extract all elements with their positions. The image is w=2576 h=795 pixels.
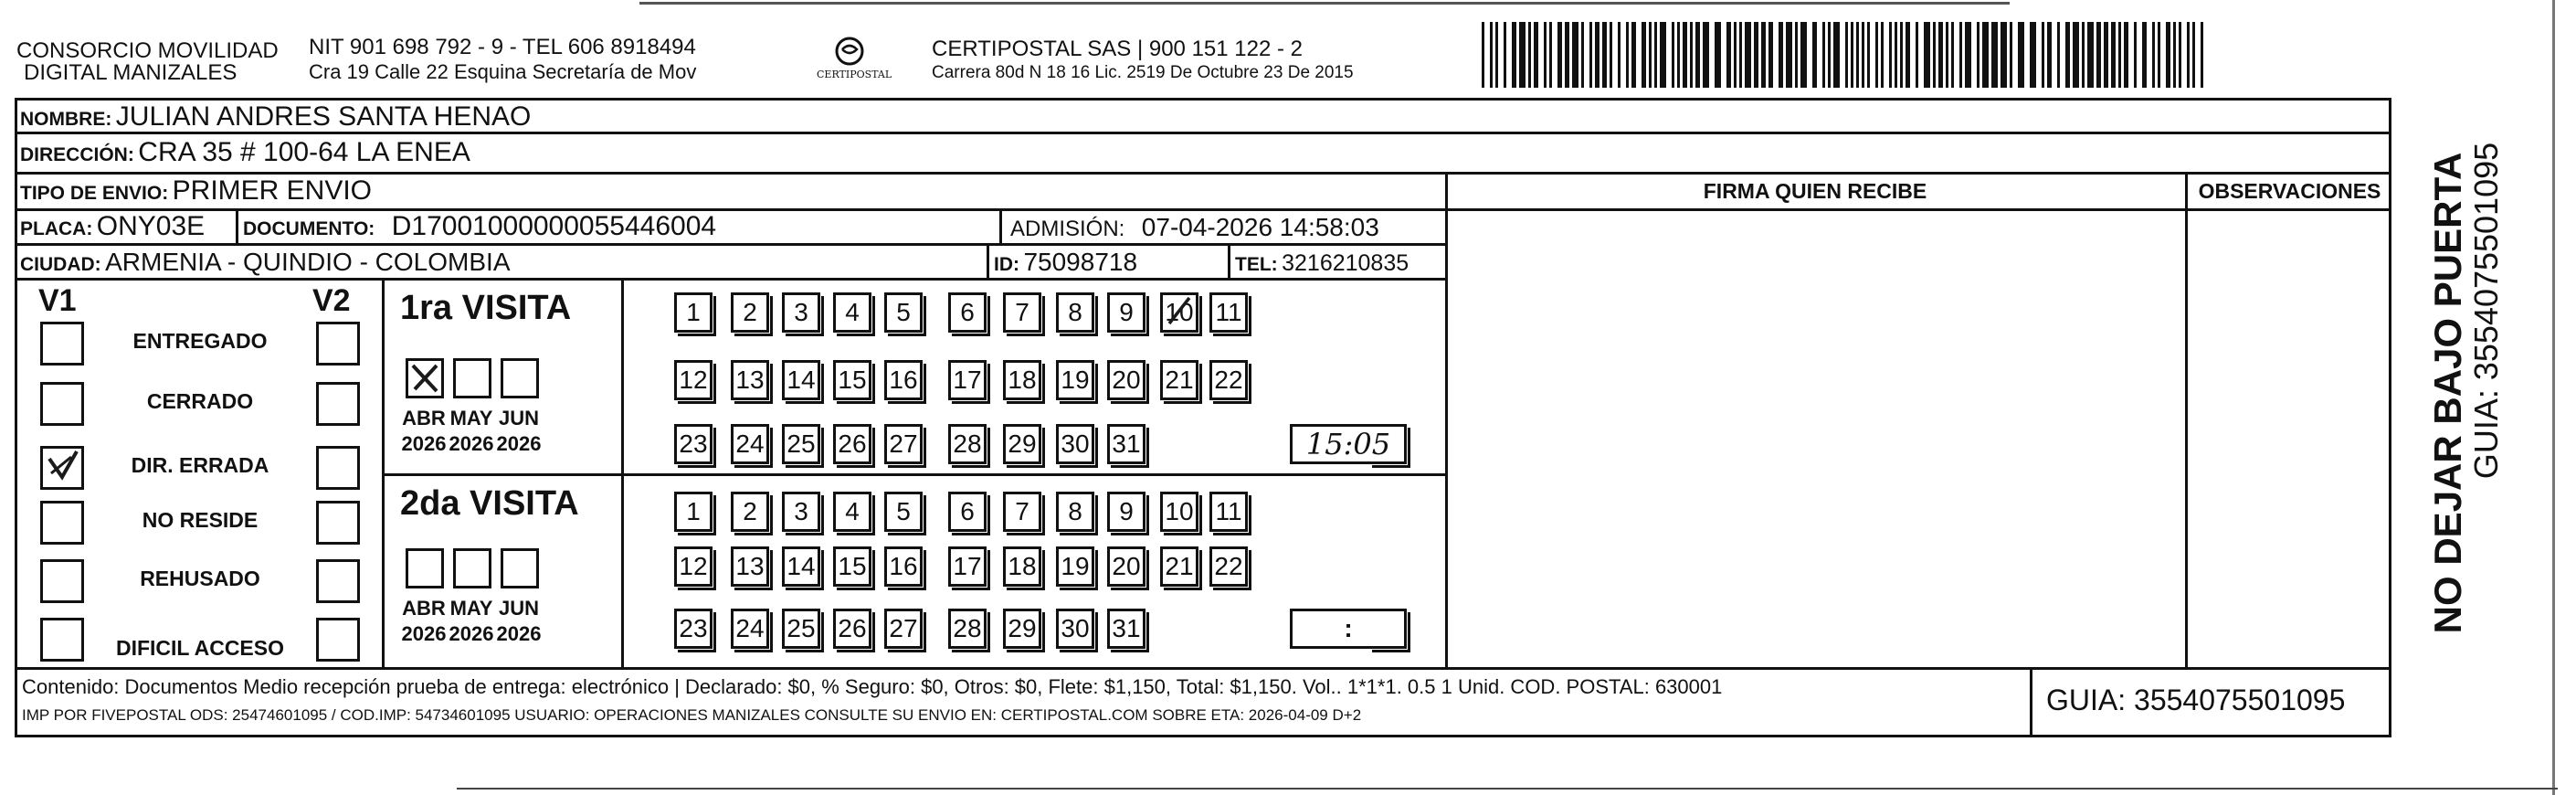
row-line xyxy=(15,172,2391,175)
side-warning: NO DEJAR BAJO PUERTA xyxy=(2426,152,2469,634)
day-box[interactable]: 4 xyxy=(833,492,871,532)
barcode xyxy=(1482,22,2212,88)
tipo-row xyxy=(20,177,372,205)
col-line xyxy=(382,278,385,667)
tel-label: TEL: xyxy=(1235,254,1278,275)
day-box[interactable]: 16 xyxy=(884,360,923,400)
documento-label: DOCUMENTO: xyxy=(243,218,375,239)
month-label: JUN xyxy=(498,407,539,429)
month-label: ABR xyxy=(402,407,446,429)
month-checkbox[interactable] xyxy=(501,358,539,398)
scan-bottom-line xyxy=(457,788,2558,790)
day-box[interactable]: 2 xyxy=(731,292,769,333)
month-label: MAY xyxy=(449,597,493,620)
second-visit-title: 2da VISITA xyxy=(400,484,579,523)
placa-label: PLACA: xyxy=(20,218,93,239)
day-box[interactable]: 29 xyxy=(1003,424,1041,464)
row-line xyxy=(15,667,2391,670)
month-checkbox[interactable] xyxy=(501,548,539,588)
month-checkbox[interactable] xyxy=(406,548,444,588)
day-box[interactable]: 13 xyxy=(731,546,769,587)
ciudad-label: CIUDAD: xyxy=(20,254,101,275)
day-box[interactable]: 7 xyxy=(1003,492,1041,532)
scan-top-edge xyxy=(639,2,2010,5)
tipo-value: PRIMER ENVIO xyxy=(172,175,373,206)
status-label: CERRADO xyxy=(146,389,254,413)
status-label: REHUSADO xyxy=(140,567,260,590)
row-line xyxy=(15,132,2391,134)
day-box[interactable]: 12 xyxy=(674,546,713,587)
status-label: ENTREGADO xyxy=(132,329,268,353)
v1-checkbox[interactable] xyxy=(40,618,84,662)
day-box[interactable]: 5 xyxy=(884,492,923,532)
day-box[interactable]: 21 xyxy=(1160,546,1198,587)
day-box[interactable]: 17 xyxy=(948,546,987,587)
id-row xyxy=(994,249,1137,275)
day-box[interactable]: 31 xyxy=(1107,424,1145,464)
v1-checkbox[interactable] xyxy=(40,446,84,490)
year-label: 2026 xyxy=(496,432,542,455)
nombre-value: JULIAN ANDRES SANTA HENAO xyxy=(115,101,532,132)
row-line xyxy=(15,278,1445,281)
year-label: 2026 xyxy=(401,622,447,645)
day-box[interactable]: 1 xyxy=(674,292,713,333)
day-box[interactable]: 31 xyxy=(1107,609,1145,649)
v1-checkbox[interactable] xyxy=(40,382,84,426)
certipostal-logo xyxy=(811,33,892,88)
id-label: ID: xyxy=(994,254,1019,275)
imp-text: IMP POR FIVEPOSTAL ODS: 25474601095 / COD.IMP: 54734601095 USUARIO: OPERACIONES MANIZALES CONSULTE SU ENVIO EN: CERTIPOSTAL.COM SOBRE ETA: 2026-04-09 D+2 xyxy=(22,706,1362,724)
first-visit-title: 1ra VISITA xyxy=(400,289,572,327)
row-line xyxy=(15,243,1445,246)
day-box[interactable]: 28 xyxy=(948,424,987,464)
day-box[interactable]: 19 xyxy=(1056,360,1094,400)
courier-address: Carrera 80d N 18 16 Lic. 2519 De Octubre 23 De 2015 xyxy=(932,63,1354,82)
day-box[interactable]: 14 xyxy=(782,546,820,587)
day-box[interactable]: 5 xyxy=(884,292,923,333)
day-box[interactable]: 14 xyxy=(782,360,820,400)
company-line2: DIGITAL MANIZALES xyxy=(24,60,238,85)
day-box[interactable]: 9 xyxy=(1107,292,1145,333)
day-box[interactable]: 19 xyxy=(1056,546,1094,587)
documento-value: D17001000000055446004 xyxy=(391,211,717,241)
day-box[interactable]: 22 xyxy=(1209,360,1248,400)
col-line xyxy=(2185,172,2188,667)
logo-text: CERTIPOSTAL xyxy=(817,69,892,80)
day-box[interactable]: 24 xyxy=(731,424,769,464)
ciudad-row xyxy=(20,249,511,275)
day-box[interactable]: 13 xyxy=(731,360,769,400)
v2-checkbox[interactable] xyxy=(316,559,360,603)
tipo-label: TIPO DE ENVIO: xyxy=(20,183,169,204)
day-box[interactable]: 15 xyxy=(833,360,871,400)
day-box[interactable]: 23 xyxy=(674,609,713,649)
day-box[interactable]: 2 xyxy=(731,492,769,532)
year-label: 2026 xyxy=(496,622,542,645)
day-box[interactable]: 29 xyxy=(1003,609,1041,649)
v1-checkbox[interactable] xyxy=(40,322,84,366)
day-box[interactable]: 9 xyxy=(1107,492,1145,532)
day-box[interactable]: 30 xyxy=(1056,424,1094,464)
address-line: Cra 19 Calle 22 Esquina Secretaría de Mov xyxy=(309,60,697,83)
status-label: NO RESIDE xyxy=(142,508,259,532)
v1-checkbox[interactable] xyxy=(40,501,84,545)
guia-footer: GUIA: 3554075501095 xyxy=(2046,684,2346,716)
day-box[interactable]: 8 xyxy=(1056,292,1094,333)
nombre-label: NOMBRE: xyxy=(20,109,112,130)
day-box[interactable]: 30 xyxy=(1056,609,1094,649)
col-line xyxy=(621,278,624,667)
day-box[interactable]: 25 xyxy=(782,609,820,649)
observaciones-area[interactable] xyxy=(2189,212,2388,663)
day-box[interactable]: 15 xyxy=(833,546,871,587)
day-box[interactable]: 10 xyxy=(1160,492,1198,532)
day-box[interactable]: 4 xyxy=(833,292,871,333)
v1-label: V1 xyxy=(38,283,77,318)
day-box[interactable]: 1 xyxy=(674,492,713,532)
company-line1: CONSORCIO MOVILIDAD xyxy=(16,38,279,63)
ciudad-value: ARMENIA - QUINDIO - COLOMBIA xyxy=(105,248,511,276)
day-box[interactable]: 3 xyxy=(782,292,820,333)
v2-checkbox[interactable] xyxy=(316,322,360,366)
day-box[interactable]: 22 xyxy=(1209,546,1248,587)
id-value: 75098718 xyxy=(1023,248,1138,276)
day-box[interactable]: 11 xyxy=(1209,292,1248,333)
day-box[interactable]: 26 xyxy=(833,609,871,649)
placa-row xyxy=(20,213,205,240)
observaciones-label: OBSERVACIONES xyxy=(2198,179,2381,203)
day-box[interactable]: 6 xyxy=(948,292,987,333)
day-box[interactable]: 27 xyxy=(884,609,923,649)
day-box[interactable]: 10 xyxy=(1160,292,1198,333)
month-checkbox[interactable] xyxy=(406,358,444,398)
day-box[interactable]: 18 xyxy=(1003,360,1041,400)
firma-area[interactable] xyxy=(1449,212,2181,663)
nombre-row xyxy=(20,103,531,131)
day-box[interactable]: 6 xyxy=(948,492,987,532)
day-box[interactable]: 11 xyxy=(1209,492,1248,532)
day-box[interactable]: 26 xyxy=(833,424,871,464)
day-box[interactable]: 16 xyxy=(884,546,923,587)
day-box[interactable]: 25 xyxy=(782,424,820,464)
courier-line: CERTIPOSTAL SAS | 900 151 122 - 2 xyxy=(932,37,1303,61)
day-box[interactable]: 8 xyxy=(1056,492,1094,532)
col-line xyxy=(2030,667,2032,737)
direccion-value: CRA 35 # 100-64 LA ENEA xyxy=(138,137,470,167)
col-line xyxy=(1445,172,1448,667)
day-box[interactable]: 18 xyxy=(1003,546,1041,587)
day-box[interactable]: 28 xyxy=(948,609,987,649)
status-label: DIR. ERRADA xyxy=(131,453,269,477)
day-box[interactable]: 20 xyxy=(1107,546,1145,587)
row-line xyxy=(382,473,1445,476)
documento-row xyxy=(243,213,716,240)
day-box[interactable]: 12 xyxy=(674,360,713,400)
day-box[interactable]: 17 xyxy=(948,360,987,400)
row-line xyxy=(15,208,2391,211)
tel-row xyxy=(1235,252,1409,275)
firma-label: FIRMA QUIEN RECIBE xyxy=(1703,179,1927,203)
month-label: ABR xyxy=(402,597,446,620)
admision-value: 07-04-2026 14:58:03 xyxy=(1141,213,1379,241)
month-label: JUN xyxy=(498,597,539,620)
contenido-text: Contenido: Documentos Medio recepción prueba de entrega: electrónico | Declarado: $0, % Seguro: $0, Otros: $0, Flete: $1,150, Total: $1,150. Vol.. 1*1*1. 0.5 1 Unid. COD. POSTAL: 630001 xyxy=(22,675,1723,698)
year-label: 2026 xyxy=(449,622,494,645)
month-checkbox[interactable] xyxy=(453,358,491,398)
direccion-row xyxy=(20,139,470,166)
admision-label: ADMISIÓN: xyxy=(1010,217,1125,241)
day-box[interactable]: 3 xyxy=(782,492,820,532)
tel-value: 3216210835 xyxy=(1282,250,1409,276)
col-line xyxy=(1228,243,1230,278)
direccion-label: DIRECCIÓN: xyxy=(20,144,134,165)
month-label: MAY xyxy=(449,407,493,429)
side-guia: GUIA: 3554075501095 xyxy=(2467,142,2505,480)
v2-checkbox[interactable] xyxy=(316,618,360,662)
placa-value: ONY03E xyxy=(96,211,206,241)
nit-line: NIT 901 698 792 - 9 - TEL 606 8918494 xyxy=(309,35,696,59)
day-box[interactable]: 7 xyxy=(1003,292,1041,333)
time-box[interactable]: 15:05 xyxy=(1290,424,1407,464)
month-checkbox[interactable] xyxy=(453,548,491,588)
admision-row xyxy=(1010,215,1379,240)
v2-label: V2 xyxy=(312,283,351,318)
scan-right-edge xyxy=(2552,0,2555,795)
v2-checkbox[interactable] xyxy=(316,446,360,490)
day-box[interactable]: 24 xyxy=(731,609,769,649)
time-box[interactable]: : xyxy=(1290,609,1407,649)
year-label: 2026 xyxy=(449,432,494,455)
day-box[interactable]: 27 xyxy=(884,424,923,464)
v1-checkbox[interactable] xyxy=(40,559,84,603)
status-label: DIFICIL ACCESO xyxy=(115,636,284,660)
col-line xyxy=(987,243,989,278)
v2-checkbox[interactable] xyxy=(316,501,360,545)
v2-checkbox[interactable] xyxy=(316,382,360,426)
year-label: 2026 xyxy=(401,432,447,455)
day-box[interactable]: 20 xyxy=(1107,360,1145,400)
col-line xyxy=(236,208,238,243)
day-box[interactable]: 23 xyxy=(674,424,713,464)
day-box[interactable]: 21 xyxy=(1160,360,1198,400)
col-line xyxy=(999,208,1002,243)
